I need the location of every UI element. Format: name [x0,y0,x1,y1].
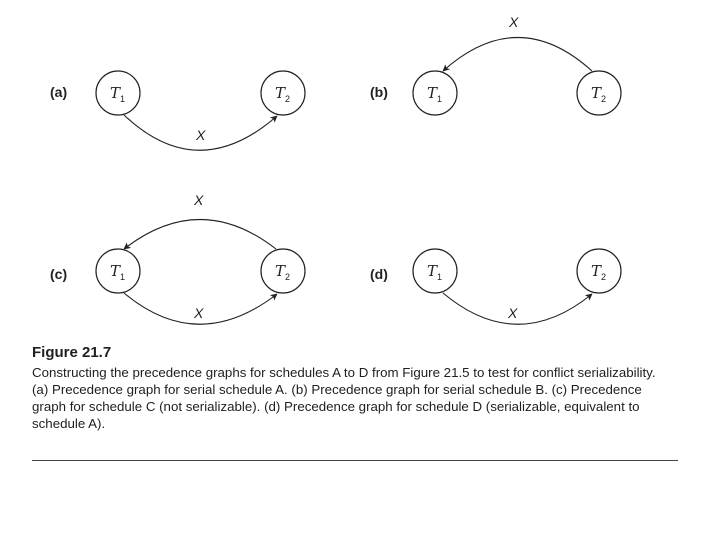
node-b-t1-sub: 1 [437,94,443,104]
node-a-t1-name: T [110,84,121,102]
panel-d-label: (d) [370,266,388,282]
node-c-t1 [96,249,140,293]
edge-c-bottom-label: X [194,305,204,321]
panel-b-label: (b) [370,84,388,100]
node-c-t1-sub: 1 [120,272,126,282]
node-a-t2-sub: 2 [285,94,291,104]
panel-a [50,71,305,150]
node-a-t2 [261,71,305,115]
figure-caption [32,344,672,432]
panel-b [370,14,621,115]
edge-b-t2-t1 [443,38,592,72]
figure-title: Figure 21.7 [32,344,112,361]
edge-c-top-label: X [194,192,204,208]
node-c-t2 [261,249,305,293]
node-b-t1-name: T [427,84,438,102]
node-c-t2-sub: 2 [285,272,291,282]
node-d-t1-name: T [427,262,438,280]
node-a-t1-sub: 1 [120,94,126,104]
node-a-t1 [96,71,140,115]
figure-caption-text: Constructing the precedence graphs for schedules A to D from Figure 21.5 to test for conflict serializability. (a) Precedence graph for serial schedule A. (b) Precedence graph for serial schedule B. (c) Precedence graph for schedule C (not serializable). (d) Precedence graph for schedule D (serializable, equivalent to schedule A). [32,365,656,431]
edge-c-t2-t1 [124,220,276,250]
node-d-t1 [413,249,457,293]
node-b-t1 [413,71,457,115]
node-d-t2-sub: 2 [601,272,607,282]
node-b-t2 [577,71,621,115]
edge-a-label: X [196,127,206,143]
panel-d [370,249,621,324]
node-b-t2-name: T [591,84,602,102]
edge-d-t1-t2 [443,293,592,324]
edge-b-label: X [509,14,519,30]
node-d-t2-name: T [591,262,602,280]
node-c-t1-name: T [110,262,121,280]
panel-c-label: (c) [50,266,68,282]
bottom-divider [32,460,678,461]
edge-d-label: X [508,305,518,321]
panel-c [50,192,305,324]
node-c-t2-name: T [275,262,286,280]
node-d-t2 [577,249,621,293]
node-b-t2-sub: 2 [601,94,607,104]
node-d-t1-sub: 1 [437,272,443,282]
panel-a-label: (a) [50,84,68,100]
node-a-t2-name: T [275,84,286,102]
